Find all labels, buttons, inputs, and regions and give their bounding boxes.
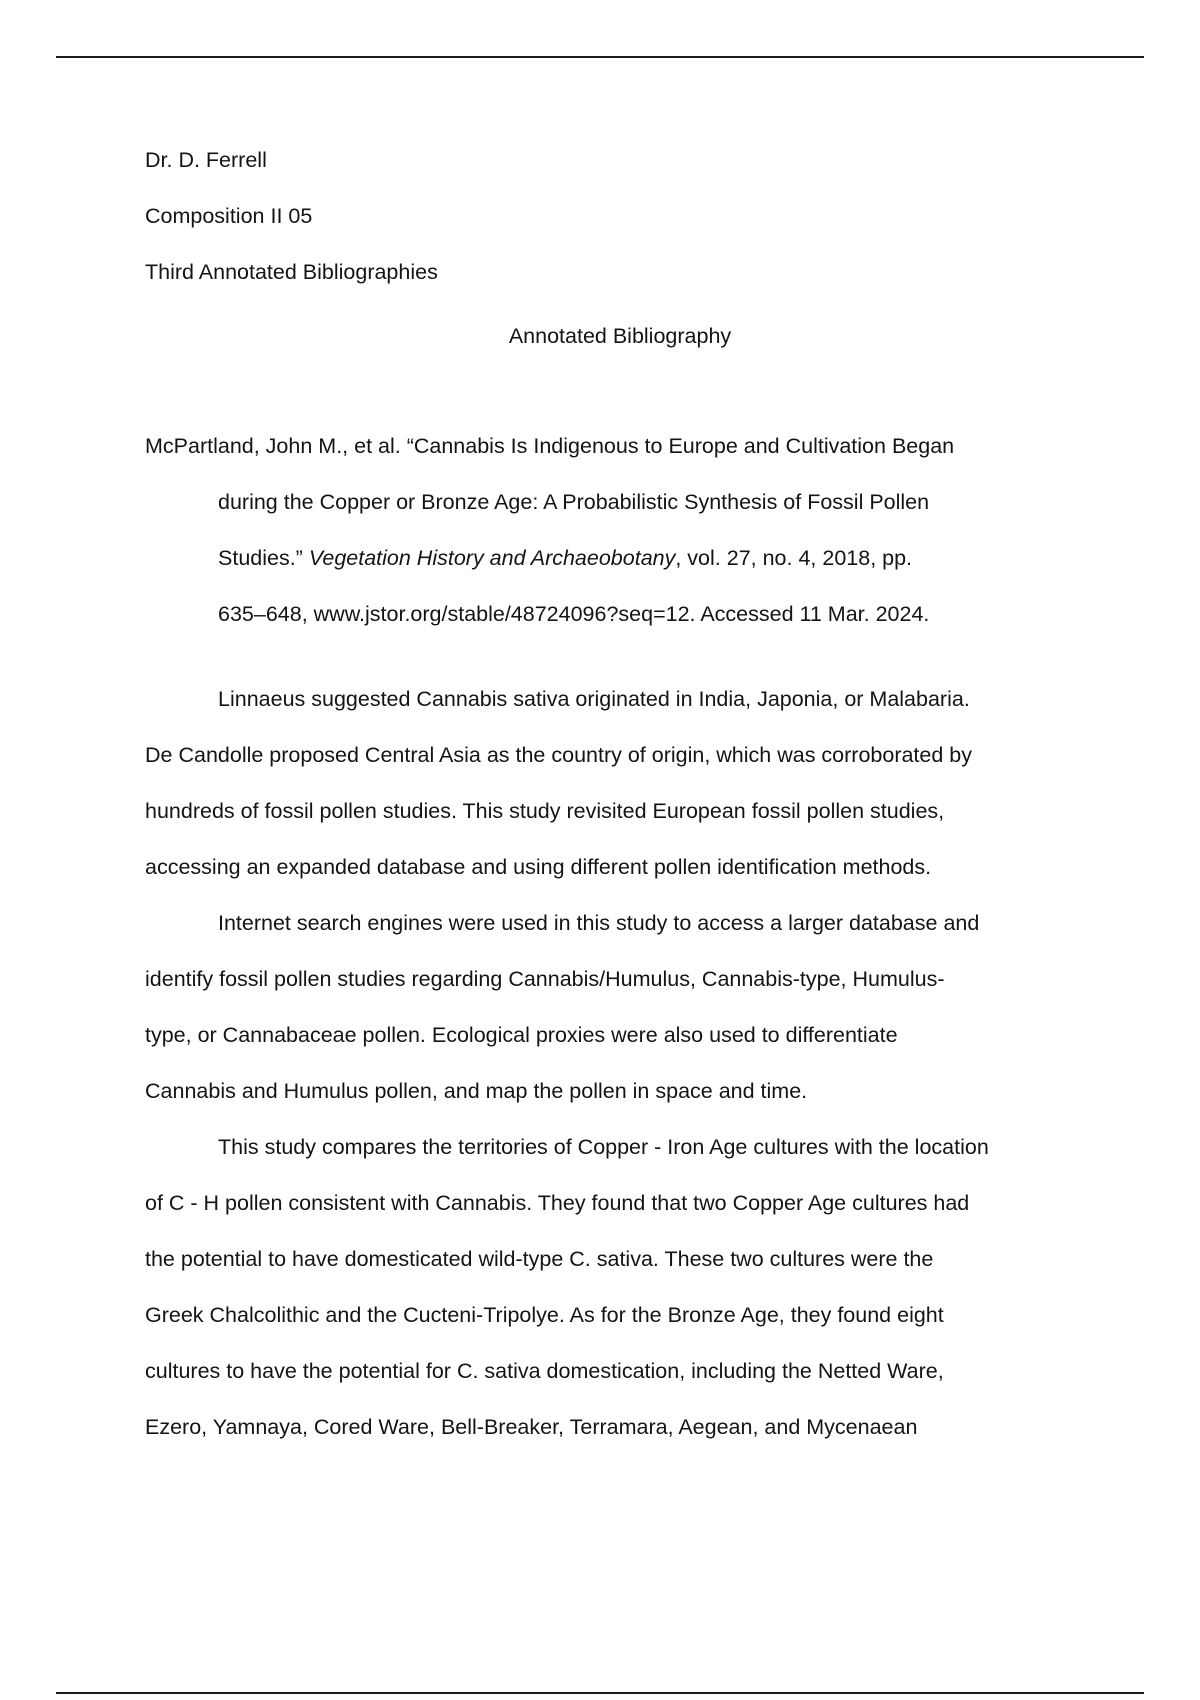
paragraph-line: De Candolle proposed Central Asia as the country of origin, which was corroborated by [145, 743, 973, 767]
citation-text: Studies.” [218, 546, 309, 570]
course-name: Composition II 05 [145, 204, 313, 228]
citation-line: 635–648, www.jstor.org/stable/48724096?seq=12. Accessed 11 Mar. 2024. [218, 602, 930, 626]
instructor-name: Dr. D. Ferrell [145, 148, 267, 172]
paragraph-line: Internet search engines were used in this study to access a larger database and [218, 911, 980, 935]
paragraph-line: hundreds of fossil pollen studies. This study revisited European fossil pollen studies, [145, 799, 945, 823]
page-title: Annotated Bibliography [508, 324, 732, 348]
paragraph-line: Linnaeus suggested Cannabis sativa originated in India, Japonia, or Malabaria. [218, 687, 970, 711]
citation-line: McPartland, John M., et al. “Cannabis Is Indigenous to Europe and Cultivation Began [145, 434, 955, 458]
page-top-rule [56, 56, 1144, 58]
paragraph-line: Greek Chalcolithic and the Cucteni-Tripolye. As for the Bronze Age, they found eight [145, 1303, 944, 1327]
citation [145, 418, 1095, 642]
paragraph-line: the potential to have domesticated wild-type C. sativa. These two cultures were the [145, 1247, 934, 1271]
paragraph-line: type, or Cannabaceae pollen. Ecological proxies were also used to differentiate [145, 1023, 898, 1047]
paragraph-line: accessing an expanded database and using different pollen identification methods. [145, 855, 932, 879]
citation-text: , vol. 27, no. 4, 2018, pp. [675, 546, 913, 570]
paragraph-line: This study compares the territories of Copper - Iron Age cultures with the location [218, 1135, 989, 1159]
page-bottom-rule [56, 1692, 1144, 1694]
annotation-paragraph [145, 895, 1095, 1119]
paragraph-line: of C - H pollen consistent with Cannabis. They found that two Copper Age cultures had [145, 1191, 970, 1215]
paragraph-line: Cannabis and Humulus pollen, and map the pollen in space and time. [145, 1079, 808, 1103]
paragraph-line: Ezero, Yamnaya, Cored Ware, Bell-Breaker, Terramara, Aegean, and Mycenaean [145, 1415, 918, 1439]
assignment-title: Third Annotated Bibliographies [145, 260, 438, 284]
heading-block [145, 132, 1095, 300]
annotation-paragraph [145, 1119, 1095, 1455]
paragraph-line: cultures to have the potential for C. sativa domestication, including the Netted Ware, [145, 1359, 944, 1383]
annotation-paragraph [145, 671, 1095, 895]
paragraph-line: identify fossil pollen studies regarding Cannabis/Humulus, Cannabis-type, Humulus- [145, 967, 945, 991]
citation-journal-title: Vegetation History and Archaeobotany [308, 546, 676, 570]
citation-line [145, 530, 1095, 586]
document-body [145, 132, 1095, 1455]
annotation-text [145, 671, 1095, 1455]
citation-line: during the Copper or Bronze Age: A Probabilistic Synthesis of Fossil Pollen [218, 490, 930, 514]
